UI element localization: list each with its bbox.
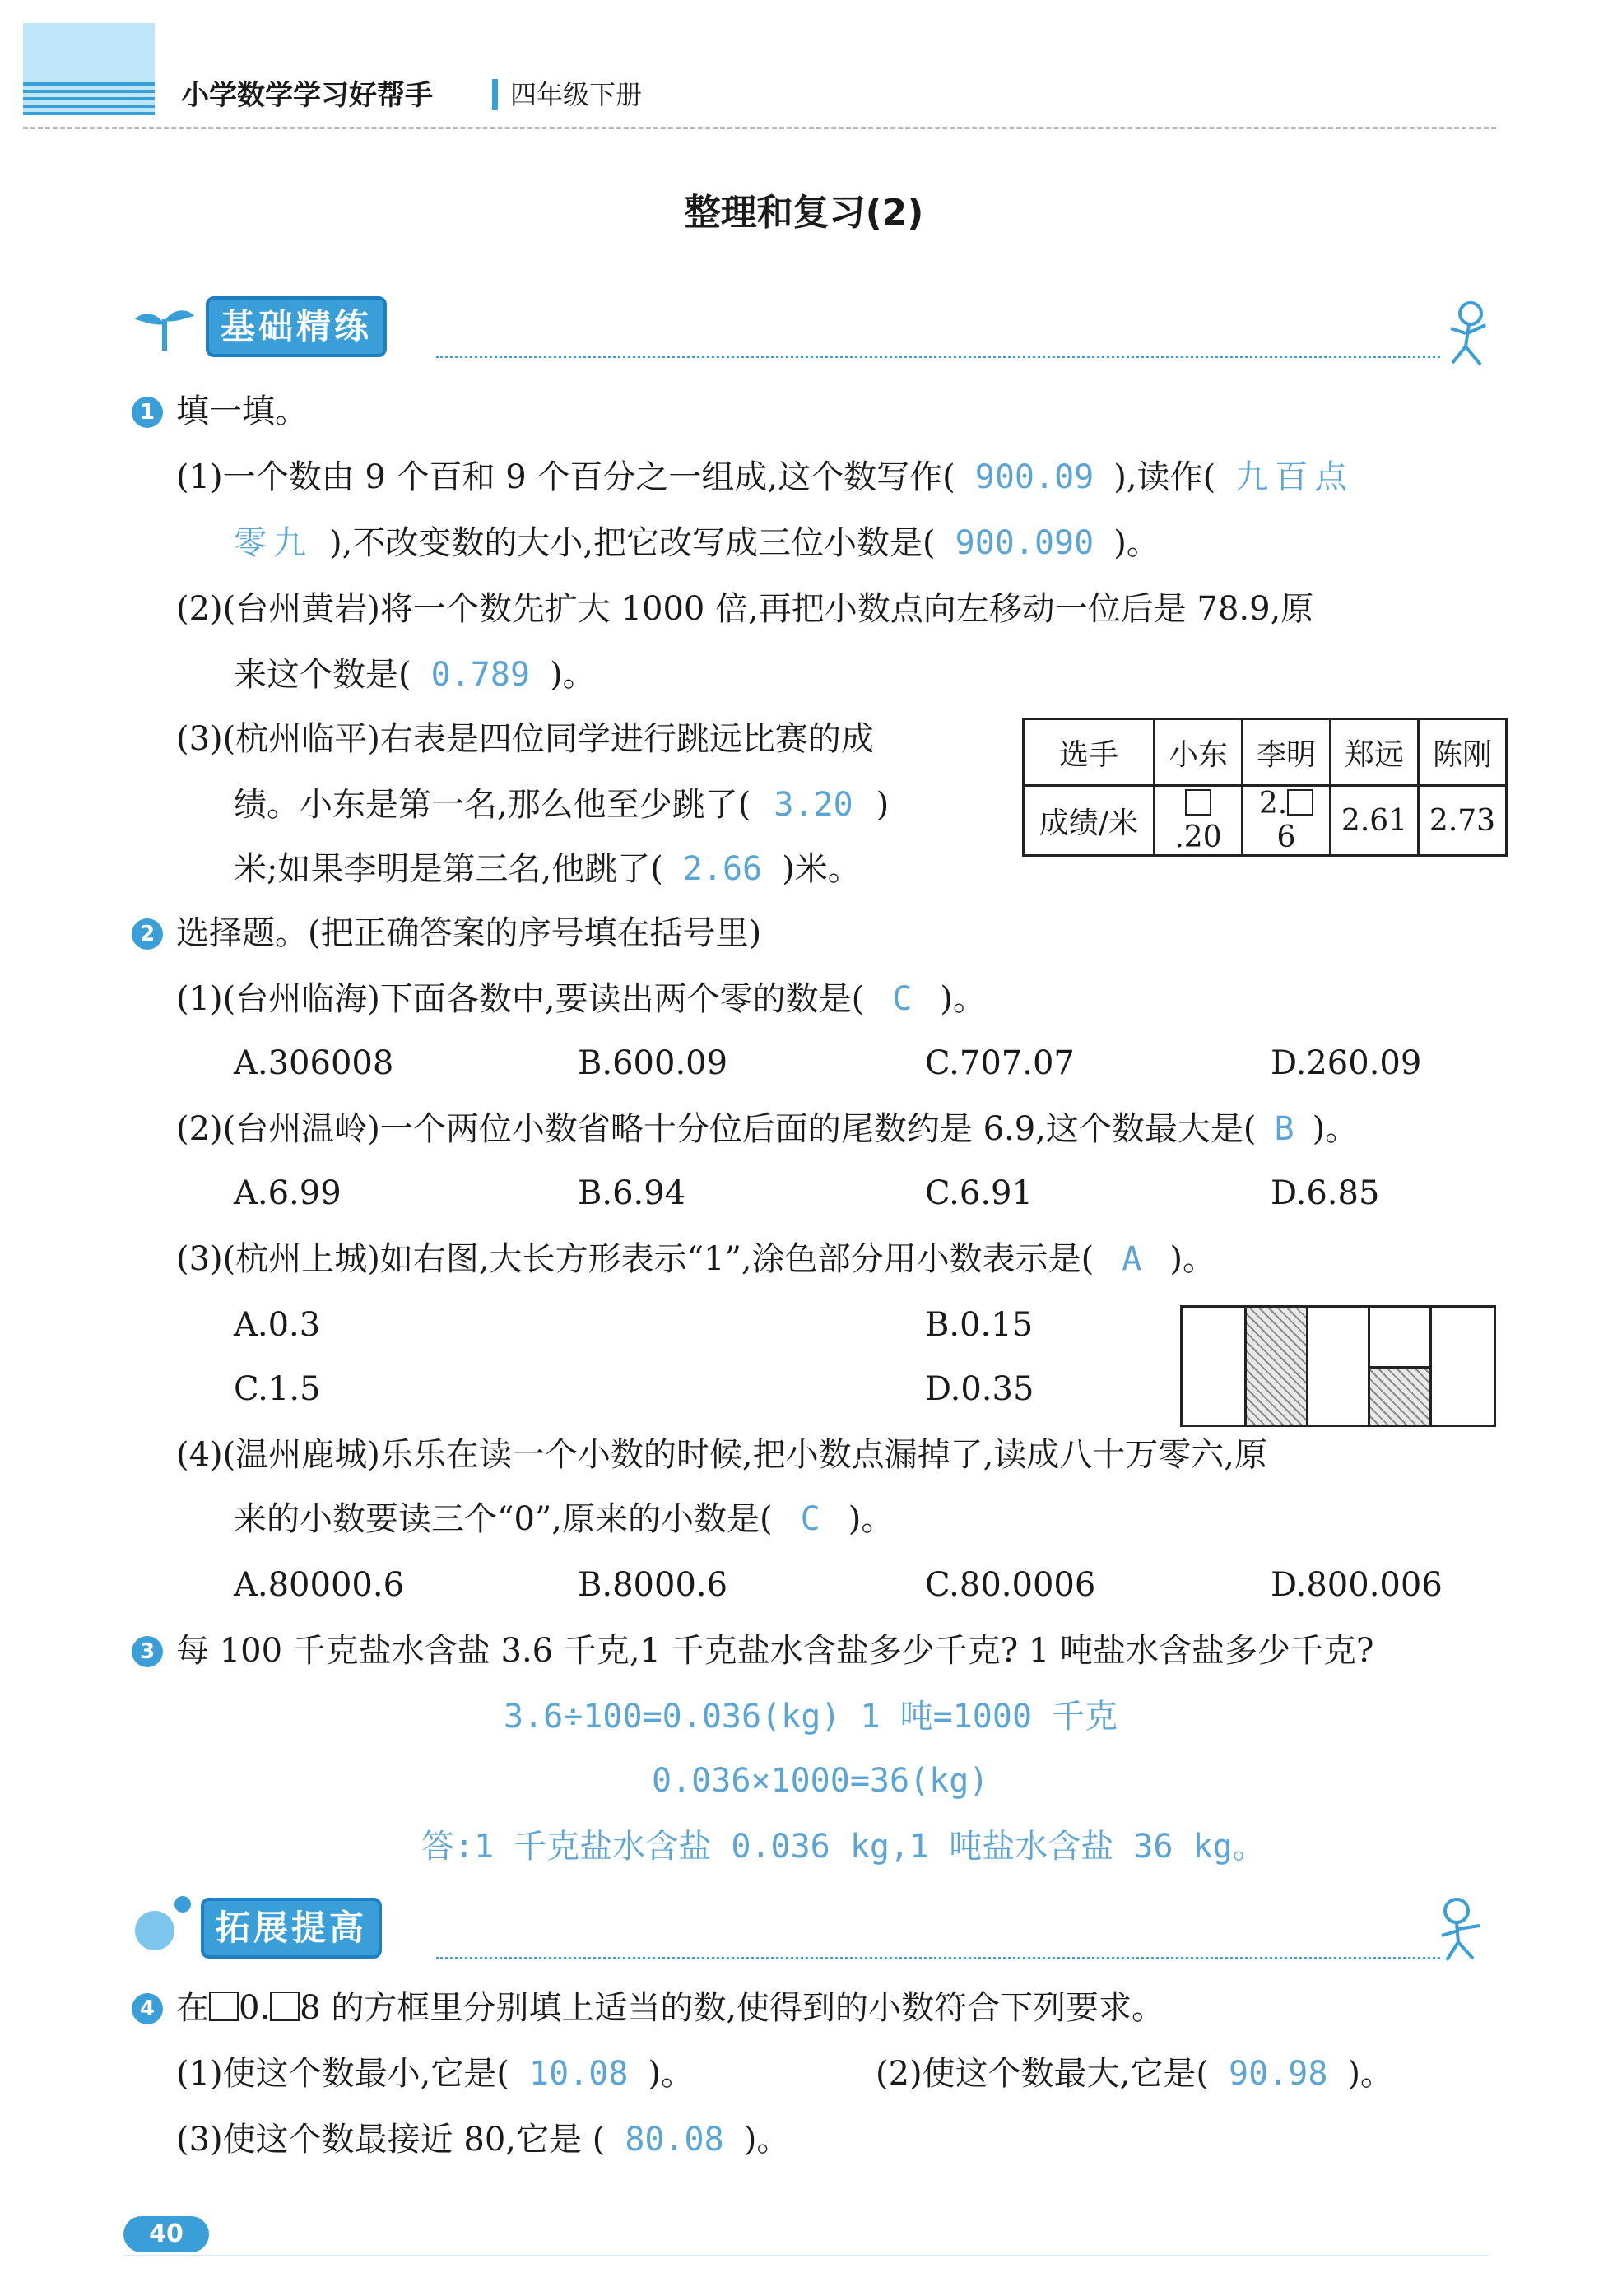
question-number-4: 4: [132, 1993, 163, 2024]
table-cell-liming: [1243, 786, 1331, 856]
q4-text-a: 在: [176, 1989, 209, 2027]
q2-3-text-a: (3)(杭州上城)如右图,大长方形表示“1”,涂色部分用小数表示是(: [176, 1240, 1094, 1278]
footer-rule: [123, 2255, 1489, 2256]
option: D.800.006: [1271, 1566, 1443, 1604]
table-header-cell: 小东: [1155, 719, 1243, 786]
table-cell-chengang: 2.73: [1419, 786, 1507, 856]
table-row-label: 成绩/米: [1024, 786, 1155, 856]
option: D.6.85: [1271, 1174, 1380, 1212]
q1-1-line1: [176, 454, 1354, 500]
sprout-icon: [132, 303, 198, 356]
q1-2-text-b: )。: [550, 656, 596, 694]
section-extend-badge: 拓展提高: [201, 1898, 382, 1959]
q1-1-line2: [234, 520, 1160, 566]
page-number: 40: [123, 2216, 209, 2252]
option: D.0.35: [925, 1370, 1034, 1408]
q1-3-text-b: ): [876, 786, 890, 824]
shaded-half-column: [1368, 1366, 1429, 1425]
q1-1-text-b: ),读作(: [1113, 458, 1216, 496]
blank-box: [209, 1992, 239, 2021]
answer: 2.66: [682, 850, 763, 888]
stick-figure-icon: [1444, 300, 1494, 373]
answer: 10.08: [528, 2055, 629, 2093]
table-row: [1024, 786, 1507, 856]
q1-3-text-c: 米;如果李明是第三名,他跳了(: [234, 850, 663, 888]
table-header-cell: 陈刚: [1419, 719, 1507, 786]
answer: 3.20: [774, 786, 853, 824]
q4-title: [176, 1985, 1164, 2031]
q1-1-text-c: ),不改变数的大小,把它改写成三位小数是(: [329, 524, 936, 562]
q4-2-text-b: )。: [1347, 2055, 1394, 2093]
q3-text: 每 100 千克盐水含盐 3.6 千克,1 千克盐水含盐多少千克? 1 吨盐水含盐多少千克?: [176, 1632, 1374, 1670]
q2-4-stem: [234, 1496, 894, 1542]
q4-text-c: 8 的方框里分别填上适当的数,使得到的小数符合下列要求。: [300, 1989, 1165, 2027]
option: A.306008: [234, 1044, 394, 1082]
option: B.8000.6: [578, 1566, 728, 1604]
q1-2-line2: [234, 652, 596, 698]
q4-text-b: 0.: [239, 1989, 271, 2027]
q2-3-stem: [176, 1236, 1215, 1282]
q2-2-text-a: (2)(台州温岭)一个两位小数省略十分位后面的尾数约是 6.9,这个数最大是(: [176, 1110, 1257, 1148]
answer: 零九: [234, 524, 313, 562]
answer: 80.08: [625, 2121, 724, 2159]
blank-box: [1287, 789, 1313, 816]
q3-work-line2: 0.036×1000=36(kg): [652, 1762, 989, 1800]
q2-4-text-b: )。: [848, 1500, 895, 1538]
table-cell-zhengyuan: 2.61: [1331, 786, 1419, 856]
divider: [1429, 1308, 1432, 1425]
answer: 九百点: [1235, 458, 1355, 496]
q1-3-line1: (3)(杭州临平)右表是四位同学进行跳远比赛的成: [176, 720, 874, 758]
option: C.80.0006: [925, 1566, 1096, 1604]
q2-3-text-b: )。: [1169, 1240, 1215, 1278]
question-number-2: 2: [132, 918, 163, 950]
q4-2: [876, 2051, 1393, 2097]
q1-1-text-a: (1)一个数由 9 个百和 9 个百分之一组成,这个数写作(: [176, 458, 955, 496]
q1-3-line3: [234, 846, 861, 892]
answer: B: [1274, 1110, 1294, 1148]
q1-3-line2: [234, 782, 889, 828]
q2-title: 选择题。(把正确答案的序号填在括号里): [176, 914, 762, 952]
q4-3: [176, 2117, 789, 2163]
table-cell-xiaodong: [1155, 786, 1243, 856]
answer: 900.09: [974, 458, 1094, 496]
header-rule: [23, 127, 1496, 129]
q4-3-text-a: (3)使这个数最接近 80,它是 (: [176, 2121, 606, 2159]
question-number-1: 1: [132, 397, 163, 428]
section-basic-badge: 基础精练: [206, 296, 387, 357]
option: C.707.07: [925, 1044, 1075, 1082]
answer: 900.090: [955, 524, 1094, 562]
shaded-column: [1244, 1308, 1306, 1425]
table-row: [1024, 719, 1507, 786]
q1-1-text-d: )。: [1113, 524, 1160, 562]
q3-work-line1: 3.6÷100=0.036(kg) 1 吨=1000 千克: [504, 1698, 1118, 1736]
q2-4-line1: (4)(温州鹿城)乐乐在读一个小数的时候,把小数点漏掉了,读成八十万零六,原: [176, 1436, 1268, 1474]
q2-4-text-a: 来的小数要读三个“0”,原来的小数是(: [234, 1500, 773, 1538]
header-stripes: [23, 82, 155, 115]
option: C.1.5: [234, 1370, 321, 1408]
blank-box: [270, 1992, 300, 2021]
q1-2-text-a: 来这个数是(: [234, 656, 411, 694]
option: A.6.99: [234, 1174, 342, 1212]
table-header-cell: 郑远: [1331, 719, 1419, 786]
q1-3-text-d: )米。: [782, 850, 861, 888]
answer: C: [892, 980, 913, 1018]
q2-1-text-b: )。: [940, 980, 986, 1018]
section-extend-line: [436, 1957, 1440, 1959]
section-basic-line: [436, 356, 1440, 358]
fraction-rectangle-figure: [1180, 1305, 1496, 1427]
answer: A: [1122, 1240, 1142, 1278]
header-divider: [492, 79, 498, 110]
q4-2-text-a: (2)使这个数最大,它是(: [876, 2055, 1209, 2093]
answer: 90.98: [1228, 2055, 1328, 2093]
q4-1: [176, 2051, 694, 2097]
option: B.600.09: [578, 1044, 728, 1082]
q2-1-stem: [176, 976, 986, 1022]
option: C.6.91: [925, 1174, 1033, 1212]
cell-text: .20: [1174, 820, 1222, 854]
q4-3-text-b: )。: [743, 2121, 790, 2159]
answer: C: [800, 1500, 820, 1538]
table-header-cell: 李明: [1243, 719, 1331, 786]
q1-2-line1: (2)(台州黄岩)将一个数先扩大 1000 倍,再把小数点向左移动一位后是 78.9,原: [176, 590, 1314, 628]
table-header-cell: 选手: [1024, 719, 1155, 786]
option: A.80000.6: [234, 1566, 405, 1604]
jump-score-table: [1022, 718, 1508, 857]
q1-title: 填一填。: [176, 393, 308, 430]
bubbles-icon: [132, 1893, 198, 1962]
option: D.260.09: [1271, 1044, 1422, 1082]
question-number-3: 3: [132, 1636, 163, 1667]
book-title: 小学数学学习好帮手: [181, 79, 433, 112]
q2-2-stem: [176, 1106, 1358, 1152]
divider: [1368, 1366, 1429, 1369]
blank-box: [1185, 789, 1211, 816]
q4-1-text-b: )。: [648, 2055, 695, 2093]
q2-1-text-a: (1)(台州临海)下面各数中,要读出两个零的数是(: [176, 980, 865, 1018]
q4-1-text-a: (1)使这个数最小,它是(: [176, 2055, 509, 2093]
cell-text: 2.: [1258, 787, 1288, 820]
cell-text: 6: [1276, 820, 1296, 854]
option: B.0.15: [925, 1306, 1034, 1344]
option: B.6.94: [578, 1174, 686, 1212]
q2-2-text-b: )。: [1312, 1110, 1359, 1148]
divider: [1244, 1308, 1247, 1425]
q3-answer: 答:1 千克盐水含盐 0.036 kg,1 吨盐水含盐 36 kg。: [421, 1828, 1266, 1866]
page-title: 整理和复习(2): [684, 192, 924, 234]
q1-3-text-a: 绩。小东是第一名,那么他至少跳了(: [234, 786, 751, 824]
answer: 0.789: [430, 656, 531, 694]
option: A.0.3: [234, 1306, 321, 1344]
divider: [1306, 1308, 1308, 1425]
grade-label: 四年级下册: [510, 79, 643, 110]
stick-figure-icon: [1434, 1893, 1491, 1970]
